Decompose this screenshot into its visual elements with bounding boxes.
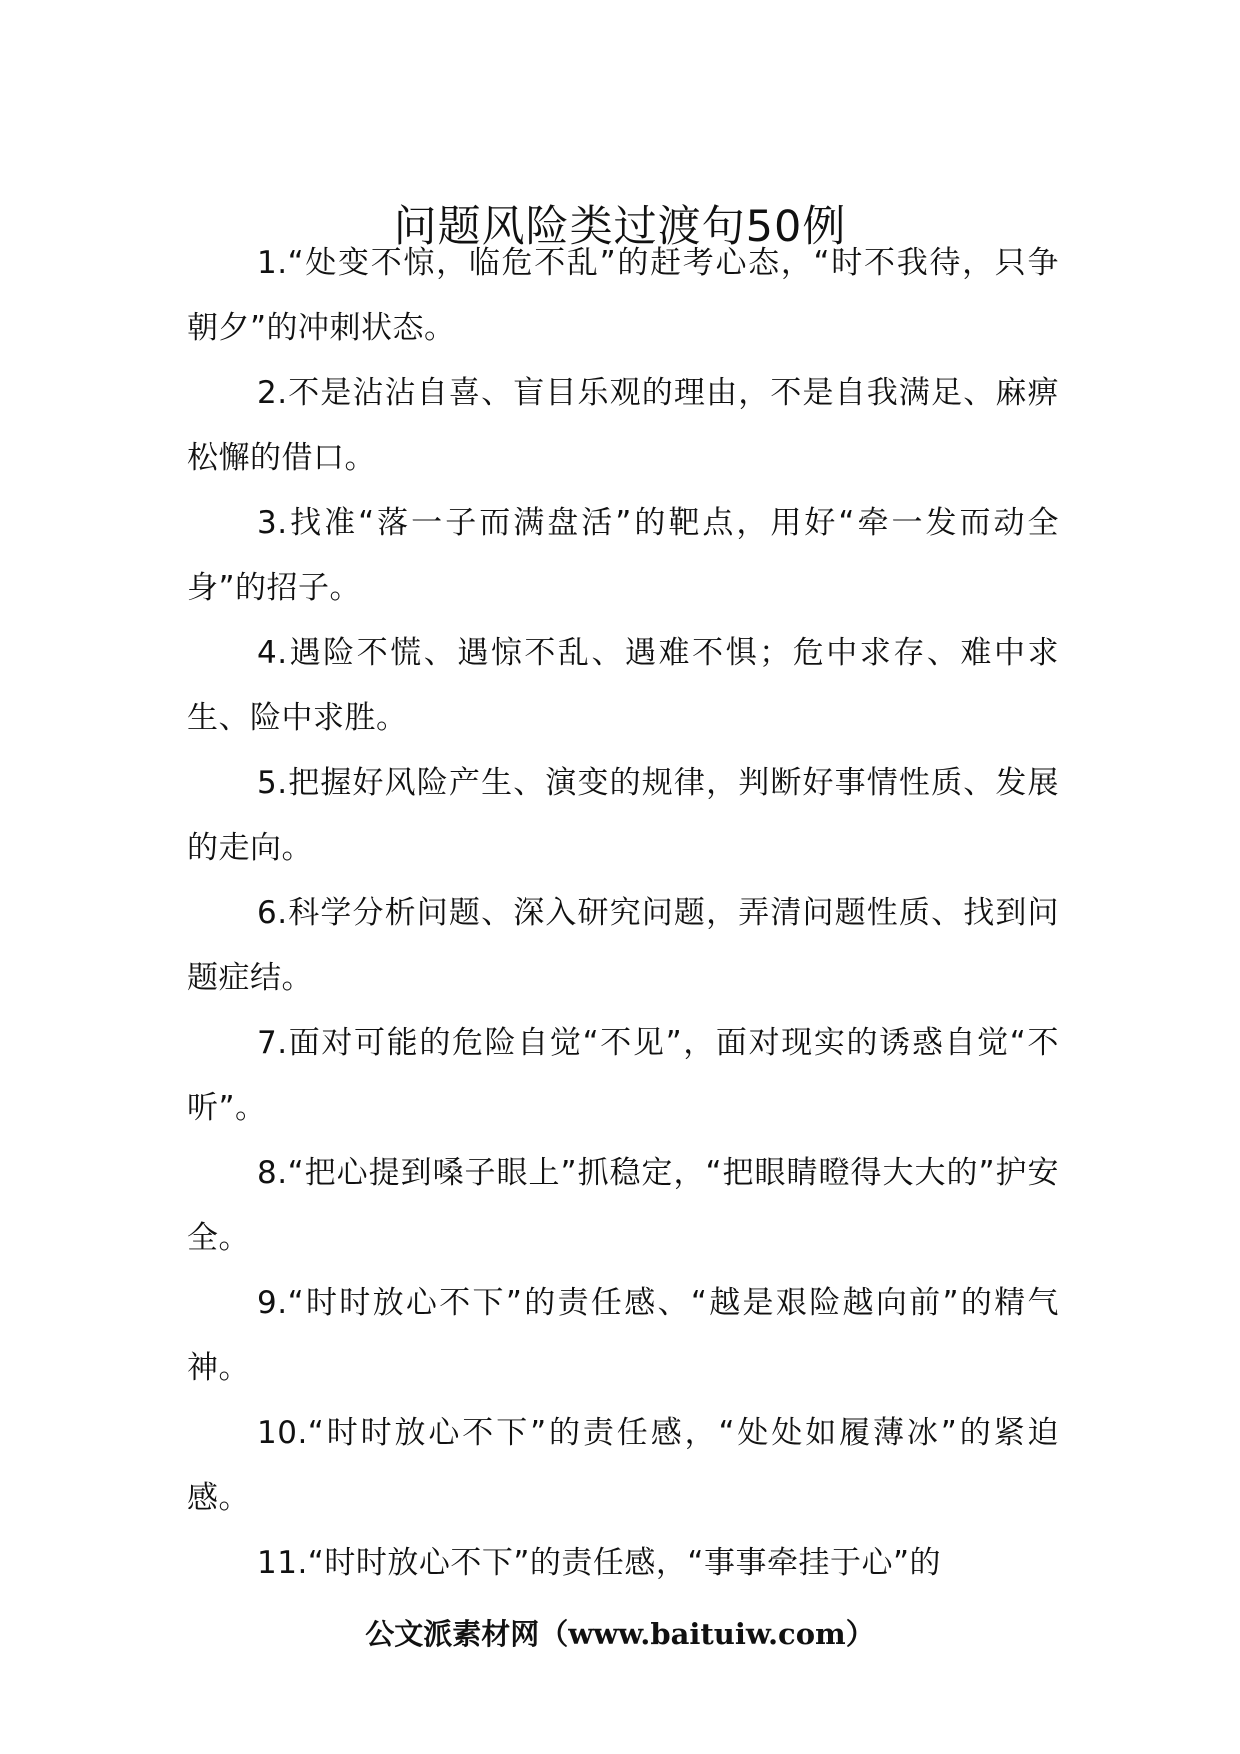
list-item: 10.“时时放心不下”的责任感，“处处如履薄冰”的紧迫感。 [187,1415,1059,1516]
footer-source: 公文派素材网（www.baituiw.com） [365,1617,875,1651]
document-title: 问题风险类过渡句50例 [393,201,847,252]
list-item: 11.“时时放心不下”的责任感，“事事牵挂于心”的 [257,1545,942,1581]
list-item: 5.把握好风险产生、演变的规律，判断好事情性质、发展的走向。 [187,765,1059,866]
list-item: 9.“时时放心不下”的责任感、“越是艰险越向前”的精气神。 [187,1285,1059,1386]
list-item: 2.不是沾沾自喜、盲目乐观的理由，不是自我满足、麻痹松懈的借口。 [187,375,1059,476]
list-item: 8.“把心提到嗓子眼上”抓稳定，“把眼睛瞪得大大的”护安全。 [187,1155,1059,1256]
list-item: 3.找准“落一子而满盘活”的靶点，用好“牵一发而动全身”的招子。 [187,505,1059,606]
list-item: 7.面对可能的危险自觉“不见”，面对现实的诱惑自觉“不听”。 [187,1025,1059,1126]
list-item: 4.遇险不慌、遇惊不乱、遇难不惧；危中求存、难中求生、险中求胜。 [187,635,1059,736]
list-item: 6.科学分析问题、深入研究问题，弄清问题性质、找到问题症结。 [187,895,1059,996]
document-body [187,231,1059,1596]
list-item: 1.“处变不惊，临危不乱”的赶考心态，“时不我待，只争朝夕”的冲刺状态。 [187,245,1059,346]
